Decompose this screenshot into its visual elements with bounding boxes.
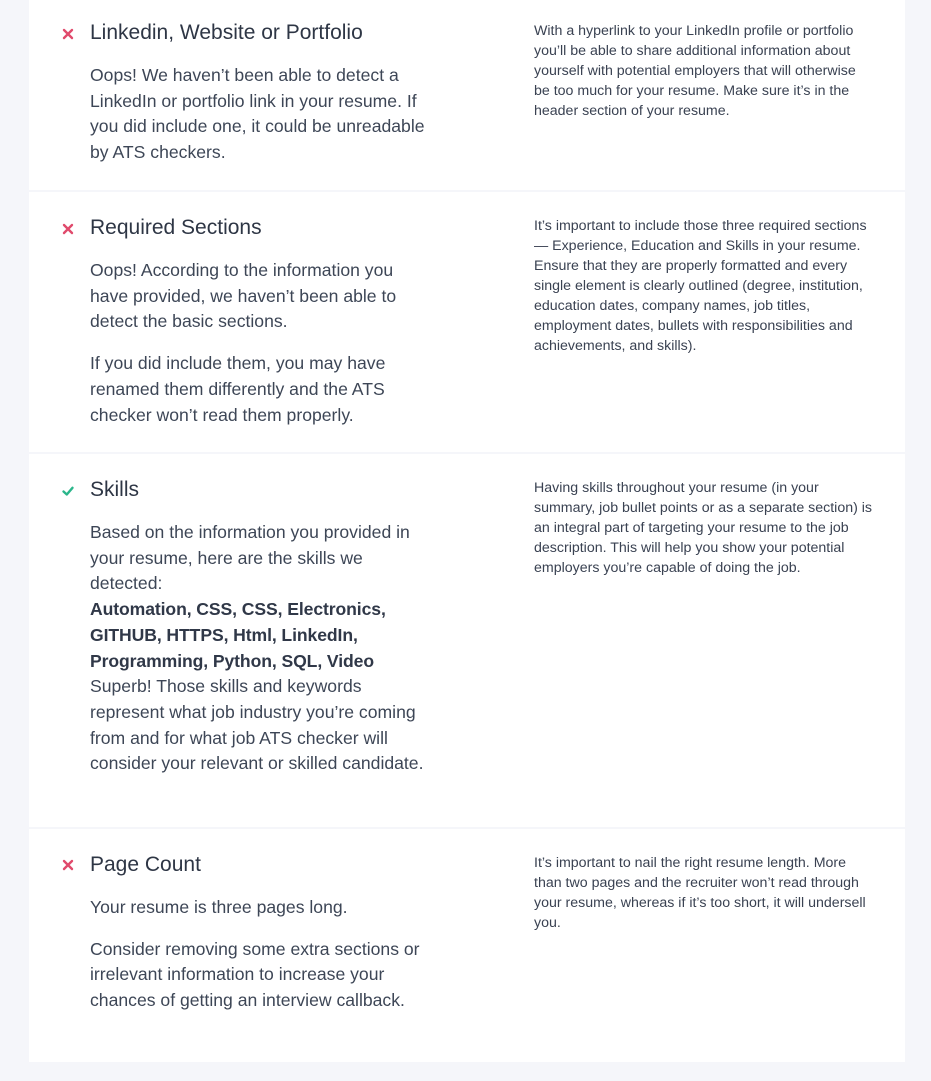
- section-required-sections: [29, 192, 905, 452]
- section-feedback: [90, 520, 435, 777]
- skills-outro: Superb! Those skills and keywords represent what job industry you’re coming from and for what job ATS checker will consider your relevant or skilled candidate.: [90, 676, 424, 774]
- feedback-paragraph: Your resume is three pages long.: [90, 897, 348, 917]
- section-tip: With a hyperlink to your LinkedIn profile or portfolio you’ll be able to share additional information about yourself with potential employers that will otherwise be too much for your resume. Make sure it’s in the header section of your resume.: [534, 23, 856, 119]
- cross-icon: [61, 858, 75, 872]
- feedback-paragraph: Oops! We haven’t been able to detect a LinkedIn or portfolio link in your resume. If you did include one, it could be unreadable by ATS checkers.: [90, 65, 425, 163]
- cross-icon: [61, 27, 75, 41]
- section-tip: Having skills throughout your resume (in your summary, job bullet points or as a separate section) is an integral part of targeting your resume to the job description. This will help you show your potential employers you’re capable of doing the job.: [534, 480, 873, 576]
- section-title: Page Count: [90, 853, 201, 876]
- section-feedback: [90, 258, 435, 428]
- section-feedback: [90, 63, 435, 166]
- section-title: Skills: [90, 478, 140, 501]
- section-tip: It’s important to nail the right resume length. More than two pages and the recruiter won’t read through your resume, whereas if it’s too short, it will undersell you.: [534, 855, 866, 931]
- section-tip: It’s important to include those three required sections — Experience, Education and Skills in your resume. Ensure that they are properly formatted and every single element is clearly outlined (degree, institution, education dates, company names, job titles, employment dates, bullets with responsibilities and achievements, and skills).: [534, 218, 867, 354]
- section-title: Linkedin, Website or Portfolio: [90, 21, 363, 44]
- section-linkedin: [29, 0, 905, 190]
- section-skills: [29, 454, 905, 827]
- detected-skills-list: Automation, CSS, CSS, Electronics, GITHUB, HTTPS, Html, LinkedIn, Programming, Python, SQL, Video: [90, 599, 386, 671]
- section-feedback: [90, 895, 435, 1014]
- check-icon: [61, 484, 75, 498]
- cross-icon: [61, 222, 75, 236]
- section-page-count: [29, 829, 905, 1062]
- feedback-paragraph: Oops! According to the information you have provided, we haven’t been able to detect the basic sections.: [90, 260, 397, 332]
- skills-intro: Based on the information you provided in your resume, here are the skills we detected:: [90, 522, 410, 594]
- section-title: Required Sections: [90, 216, 262, 239]
- feedback-paragraph: Consider removing some extra sections or irrelevant information to increase your chances of getting an interview callback.: [90, 938, 420, 1011]
- feedback-paragraph: If you did include them, you may have renamed them differently and the ATS checker won’t read them properly.: [90, 353, 386, 425]
